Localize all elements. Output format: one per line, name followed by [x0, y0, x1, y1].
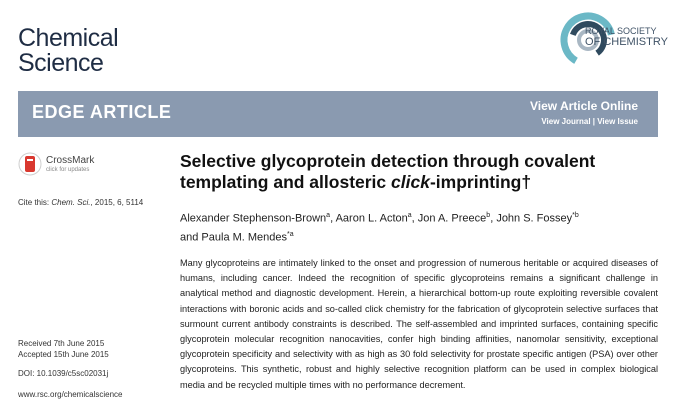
publisher-line1: ROYAL SOCIETY: [585, 26, 657, 36]
title-part2: -imprinting†: [429, 172, 532, 192]
journal-name-line2: Science: [18, 49, 104, 77]
crossmark-icon: [18, 152, 42, 176]
author-name[interactable]: Alexander Stephenson-Brown: [180, 212, 327, 225]
crossmark-subtitle: click for updates: [46, 167, 90, 173]
citation-details: , 2015, 6, 5114: [90, 198, 144, 207]
article-title: [180, 151, 655, 193]
publication-dates: [18, 339, 109, 360]
article-type: EDGE ARTICLE: [32, 102, 172, 122]
journal-logo: [18, 26, 118, 76]
abstract: Many glycoproteins are intimately linked to the onset and progression of numerous heritable or acquired diseases of humans, including cancer. Indeed the recognition of specific glycoproteins remains a significant challenge in analytical method and diagnostic development. Herein, a hierarchical bottom-up route exploiting reversible covalent interactions with boronic acids and so-called click chemistry for the fabrication of glycoprotein selective surfaces that surmount current antibody constraints is described. The self-assembled and imprinted surfaces, containing specific glycoprotein molecular recognition nanocavities, confer high binding affinities, nanomolar sensitivity, exceptional glycoprotein specificity and selectivity with as high as 30 fold selectivity for prostate specific antigen (PSA) over other glycoproteins. This synthetic, robust and highly selective recognition platform can be used in complex biological media and be recycled multiple times with no performance decrement.: [180, 258, 658, 390]
citation-label: Cite this:: [18, 198, 52, 207]
citation: [18, 198, 143, 207]
accepted-date: Accepted 15th June 2015: [18, 349, 109, 359]
author-affiliation: a: [326, 212, 331, 219]
author-name[interactable]: Jon A. Preece: [417, 212, 487, 225]
citation-journal: Chem. Sci.: [51, 198, 91, 207]
doi[interactable]: DOI: 10.1039/c5sc02031j: [18, 369, 109, 378]
view-links: [541, 117, 638, 126]
received-date: Received 7th June 2015: [18, 339, 105, 348]
crossmark-title: CrossMark: [46, 155, 95, 166]
author-name[interactable]: John S. Fossey: [496, 212, 573, 225]
journal-url-link[interactable]: www.rsc.org/chemicalscience: [18, 390, 123, 399]
author-affiliation: *a: [287, 230, 294, 238]
author-name[interactable]: Aaron L. Acton: [335, 212, 408, 225]
title-part1: Selective glycoprotein detection through covalent templating and allosteric: [180, 151, 596, 192]
title-italic: click: [391, 172, 430, 192]
author-name[interactable]: Paula M. Mendes: [201, 231, 288, 244]
author-affiliation: a: [407, 212, 412, 219]
author-list: Alexander Stephenson-Brown$^a$, Aaron L. Acton$^a$, Jon A. Preece$^b$, John S. Fossey$^{*b}$ and Paula M. Mendes$^{*a}$: [180, 212, 579, 244]
author-affiliation: b: [486, 212, 491, 219]
author-affiliation: *b: [572, 212, 579, 219]
view-article-online-link[interactable]: View Article Online: [529, 99, 638, 113]
article-type-banner: [18, 91, 658, 137]
link-separator: |: [590, 117, 598, 126]
view-journal-link[interactable]: View Journal: [541, 117, 591, 126]
publisher-line2: OF CHEMISTRY: [585, 36, 668, 48]
view-issue-link[interactable]: View Issue: [597, 117, 638, 126]
journal-name-line1: Chemical: [18, 24, 119, 52]
crossmark-button[interactable]: [18, 152, 128, 180]
publisher-name: [585, 26, 668, 48]
